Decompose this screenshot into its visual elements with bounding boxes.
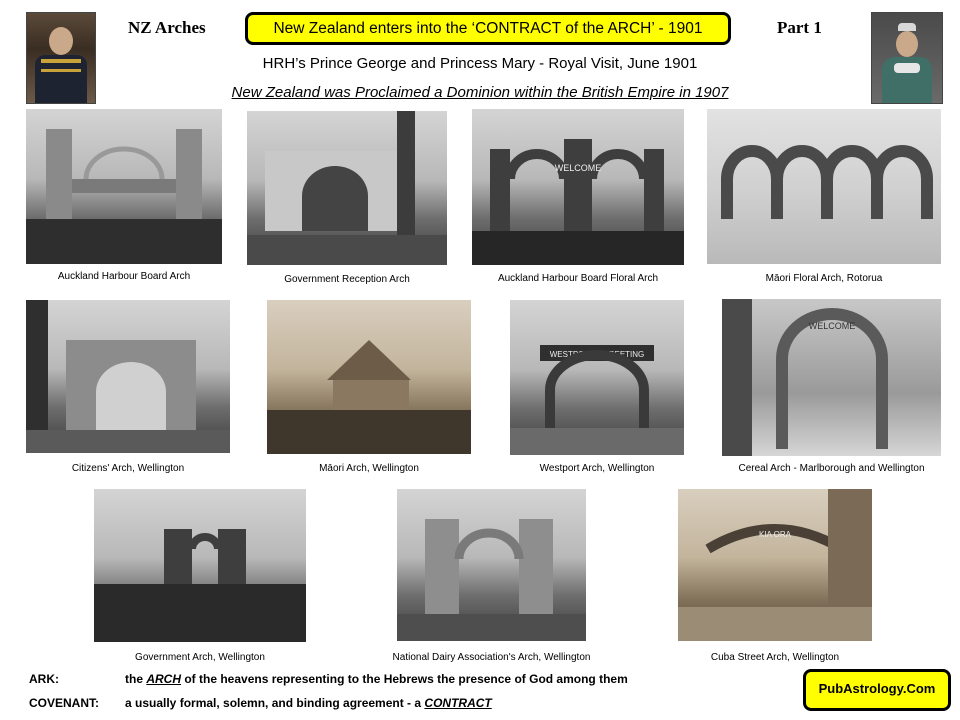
photo-maori-arch-wellington bbox=[267, 300, 471, 454]
caption-auckland-harbour-board-floral-arch: Auckland Harbour Board Floral Arch bbox=[497, 273, 659, 284]
caption-cereal-arch-marlborough-wellington: Cereal Arch - Marlborough and Wellington bbox=[738, 463, 925, 474]
caption-maori-floral-arch-rotorua: Māori Floral Arch, Rotorua bbox=[765, 273, 883, 284]
photo-citizens-arch-wellington bbox=[26, 300, 230, 453]
photo-auckland-harbour-board-floral-arch bbox=[472, 109, 684, 265]
westport-sign: WESTPORTS GREETING bbox=[549, 350, 645, 359]
caption-government-arch-wellington: Government Arch, Wellington bbox=[135, 652, 265, 663]
cuba-sign: KIA ORA bbox=[758, 530, 792, 539]
caption-maori-arch-wellington: Māori Arch, Wellington bbox=[319, 463, 419, 474]
photo-cuba-street-arch-wellington bbox=[678, 489, 872, 641]
photo-national-dairy-association-arch bbox=[397, 489, 586, 641]
caption-auckland-harbour-board-arch: Auckland Harbour Board Arch bbox=[57, 271, 191, 282]
caption-citizens-arch-wellington: Citizens' Arch, Wellington bbox=[71, 463, 185, 474]
proclamation: New Zealand was Proclaimed a Dominion within the British Empire in 1907 bbox=[231, 84, 729, 101]
caption-cuba-street-arch-wellington: Cuba Street Arch, Wellington bbox=[710, 652, 840, 663]
caption-national-dairy-association-arch: National Dairy Association's Arch, Wellington bbox=[392, 652, 591, 663]
page-title: New Zealand enters into the ‘CONTRACT of the ARCH’ - 1901 bbox=[245, 12, 731, 45]
photo-cereal-arch-marlborough-wellington bbox=[722, 299, 941, 456]
ark-definition: the ARCH of the heavens representing to the Hebrews the presence of God among them bbox=[125, 672, 628, 686]
covenant-term: COVENANT: bbox=[29, 696, 100, 710]
caption-westport-arch-wellington: Westport Arch, Wellington bbox=[539, 463, 655, 474]
photo-government-arch-wellington bbox=[94, 489, 306, 642]
covenant-definition: a usually formal, solemn, and binding agreement - a CONTRACT bbox=[125, 696, 492, 710]
photo-maori-floral-arch-rotorua bbox=[707, 109, 941, 264]
cereal-sign: WELCOME bbox=[808, 321, 856, 331]
ark-term: ARK: bbox=[29, 672, 59, 686]
photo-auckland-harbour-board-arch bbox=[26, 109, 222, 264]
series-label: NZ Arches bbox=[128, 18, 206, 37]
subtitle: HRH’s Prince George and Princess Mary - Royal Visit, June 1901 bbox=[262, 55, 698, 72]
part-label: Part 1 bbox=[777, 18, 822, 37]
brand-badge[interactable]: PubAstrology.Com bbox=[803, 669, 951, 711]
photo-westport-arch-wellington bbox=[510, 300, 684, 455]
floral-arch-sign: WELCOME bbox=[554, 163, 602, 173]
photo-government-reception-arch bbox=[247, 111, 447, 265]
caption-government-reception-arch: Government Reception Arch bbox=[284, 274, 410, 285]
